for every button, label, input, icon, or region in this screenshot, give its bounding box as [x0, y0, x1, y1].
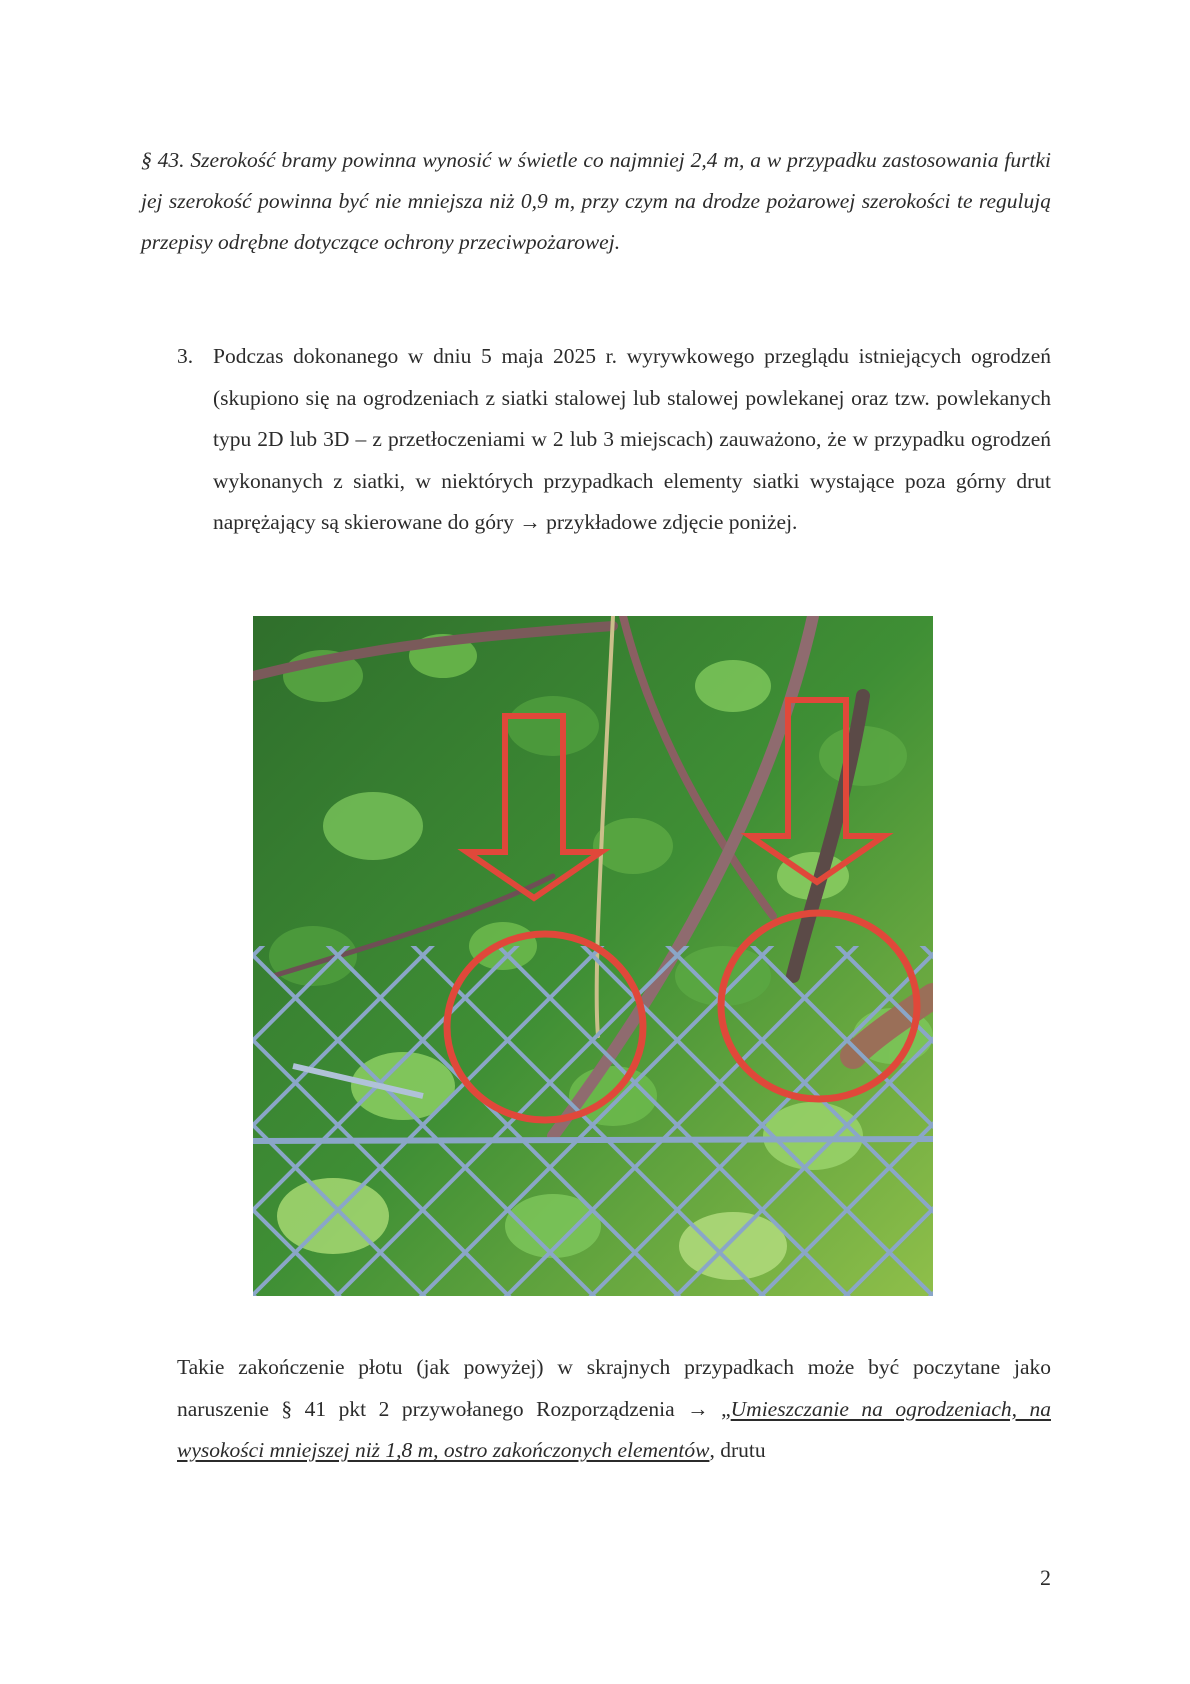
paragraph-43: § 43. Szerokość bramy powinna wynosić w świetle co najmniej 2,4 m, a w przypadku zastosowania furtki jej szerokość powinna być nie mniejsza niż 0,9 m, przy czym na drodze pożarowej szerokości te regulują przepisy odrębne dotyczące ochrony przeciwpożarowej.	[141, 148, 1051, 254]
list-item-number: 3.	[177, 344, 194, 368]
list-item-text: Podczas dokonanego w dniu 5 maja 2025 r. wyrywkowego przeglądu istniejących ogrodzeń (skupiono się na ogrodzeniach z siatki stalowej lub stalowej powlekanej oraz tzw. powlekanych typu 2D lub 3D – z przetłoczeniami w 2 lub 3 miejscach) zauważono, że w przypadku ogrodzeń wykonanych z siatki, w niektórych przypadkach elementy siatki wystające poza górny drut naprężający są skierowane do góry → przykładowe zdjęcie poniżej.	[213, 344, 1051, 534]
conclusion-tail: , drutu	[709, 1438, 766, 1462]
page-number: 2	[1040, 1565, 1051, 1590]
fence-photo	[253, 616, 933, 1296]
regulation-quote: Umieszczanie na ogrodzeniach, na wysokości mniejszej niż 1,8 m, ostro zakończonych elementów	[177, 1396, 1051, 1462]
list-item-3	[177, 336, 1051, 544]
conclusion-paragraph	[177, 1347, 1051, 1472]
conclusion-lead: Takie zakończenie płotu (jak powyżej) w skrajnych przypadkach może być poczytane jako naruszenie § 41 pkt 2 przywołanego Rozporządzenia → „	[177, 1355, 1051, 1421]
